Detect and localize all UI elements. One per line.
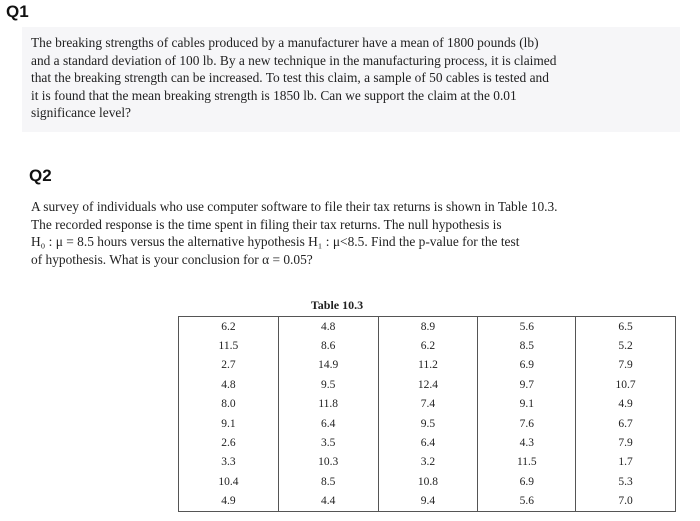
table-cell: 7.4 xyxy=(378,395,478,414)
table-cell: 11.2 xyxy=(378,356,478,375)
table-cell: 6.4 xyxy=(278,414,378,433)
table-cell: 3.5 xyxy=(278,433,378,452)
table-row xyxy=(179,375,676,394)
question-2-line: H₀ : μ = 8.5 hours versus the alternative hypothesis H₁ : μ<8.5. Find the p-value for the test xyxy=(31,234,520,249)
table-cell: 6.2 xyxy=(378,336,478,355)
table-cell: 10.4 xyxy=(179,472,279,491)
table-cell: 6.7 xyxy=(576,414,676,433)
table-cell: 6.9 xyxy=(478,472,576,491)
question-2-line: A survey of individuals who use computer software to file their tax returns is shown in Table 10.3. xyxy=(31,199,558,214)
table-cell: 4.9 xyxy=(576,395,676,414)
table-cell: 14.9 xyxy=(278,356,378,375)
table-cell: 9.4 xyxy=(378,492,478,512)
table-cell: 4.8 xyxy=(179,375,279,394)
table-cell: 4.4 xyxy=(278,492,378,512)
table-cell: 7.6 xyxy=(478,414,576,433)
question-2-line: The recorded response is the time spent in filing their tax returns. The null hypothesis is xyxy=(31,216,502,232)
question-1-line: and a standard deviation of 100 lb. By a new technique in the manufacturing process, it is claimed xyxy=(31,52,557,68)
table-cell: 9.1 xyxy=(179,414,279,433)
table-cell: 6.5 xyxy=(576,317,676,337)
table-cell: 8.5 xyxy=(278,472,378,491)
table-cell: 11.5 xyxy=(179,336,279,355)
table-cell: 6.4 xyxy=(378,433,478,452)
table-row xyxy=(179,317,676,337)
table-cell: 8.0 xyxy=(179,395,279,414)
table-cell: 7.9 xyxy=(576,356,676,375)
data-table xyxy=(178,316,676,512)
table-cell: 3.3 xyxy=(179,453,279,472)
table-cell: 6.2 xyxy=(179,317,279,337)
table-cell: 5.2 xyxy=(576,336,676,355)
table-row xyxy=(179,356,676,375)
table-cell: 9.5 xyxy=(378,414,478,433)
table-cell: 4.8 xyxy=(278,317,378,337)
question-1-line: that the breaking strength can be increased. To test this claim, a sample of 50 cables is tested and xyxy=(31,70,549,85)
table-cell: 2.6 xyxy=(179,433,279,452)
table-cell: 9.7 xyxy=(478,375,576,394)
table-cell: 11.8 xyxy=(278,395,378,414)
table-cell: 12.4 xyxy=(378,375,478,394)
table-cell: 4.9 xyxy=(179,492,279,512)
table-cell: 9.5 xyxy=(278,375,378,394)
table-cell: 8.6 xyxy=(278,336,378,355)
table-cell: 2.7 xyxy=(179,356,279,375)
table-row xyxy=(179,336,676,355)
table-row xyxy=(179,453,676,472)
table-cell: 8.9 xyxy=(378,317,478,337)
question-1-label: Q1 xyxy=(6,2,29,21)
table-cell: 4.3 xyxy=(478,433,576,452)
table-cell: 10.3 xyxy=(278,453,378,472)
question-1-line: The breaking strengths of cables produced by a manufacturer have a mean of 1800 pounds (lb) xyxy=(31,35,539,50)
question-2-label: Q2 xyxy=(29,166,52,185)
question-1-line: significance level? xyxy=(31,105,132,120)
table-cell: 3.2 xyxy=(378,453,478,472)
table-cell: 11.5 xyxy=(478,453,576,472)
table-row xyxy=(179,395,676,414)
question-2-text xyxy=(31,198,653,268)
table-row xyxy=(179,433,676,452)
table-cell: 7.9 xyxy=(576,433,676,452)
table-cell: 7.0 xyxy=(576,492,676,512)
table-cell: 5.6 xyxy=(478,492,576,512)
table-cell: 1.7 xyxy=(576,453,676,472)
question-1-line: it is found that the mean breaking strength is 1850 lb. Can we support the claim at the 0.01 xyxy=(31,87,517,103)
table-cell: 9.1 xyxy=(478,395,576,414)
table-cell: 5.3 xyxy=(576,472,676,491)
question-1-text xyxy=(31,34,653,122)
table-cell: 10.8 xyxy=(378,472,478,491)
table-title: Table 10.3 xyxy=(310,298,364,312)
table-body xyxy=(179,317,676,512)
table-row xyxy=(179,472,676,491)
table-cell: 5.6 xyxy=(478,317,576,337)
table-row xyxy=(179,414,676,433)
table-cell: 8.5 xyxy=(478,336,576,355)
table-cell: 10.7 xyxy=(576,375,676,394)
table-row xyxy=(179,492,676,512)
table-cell: 6.9 xyxy=(478,356,576,375)
question-2-line: of hypothesis. What is your conclusion for α = 0.05? xyxy=(31,251,313,267)
